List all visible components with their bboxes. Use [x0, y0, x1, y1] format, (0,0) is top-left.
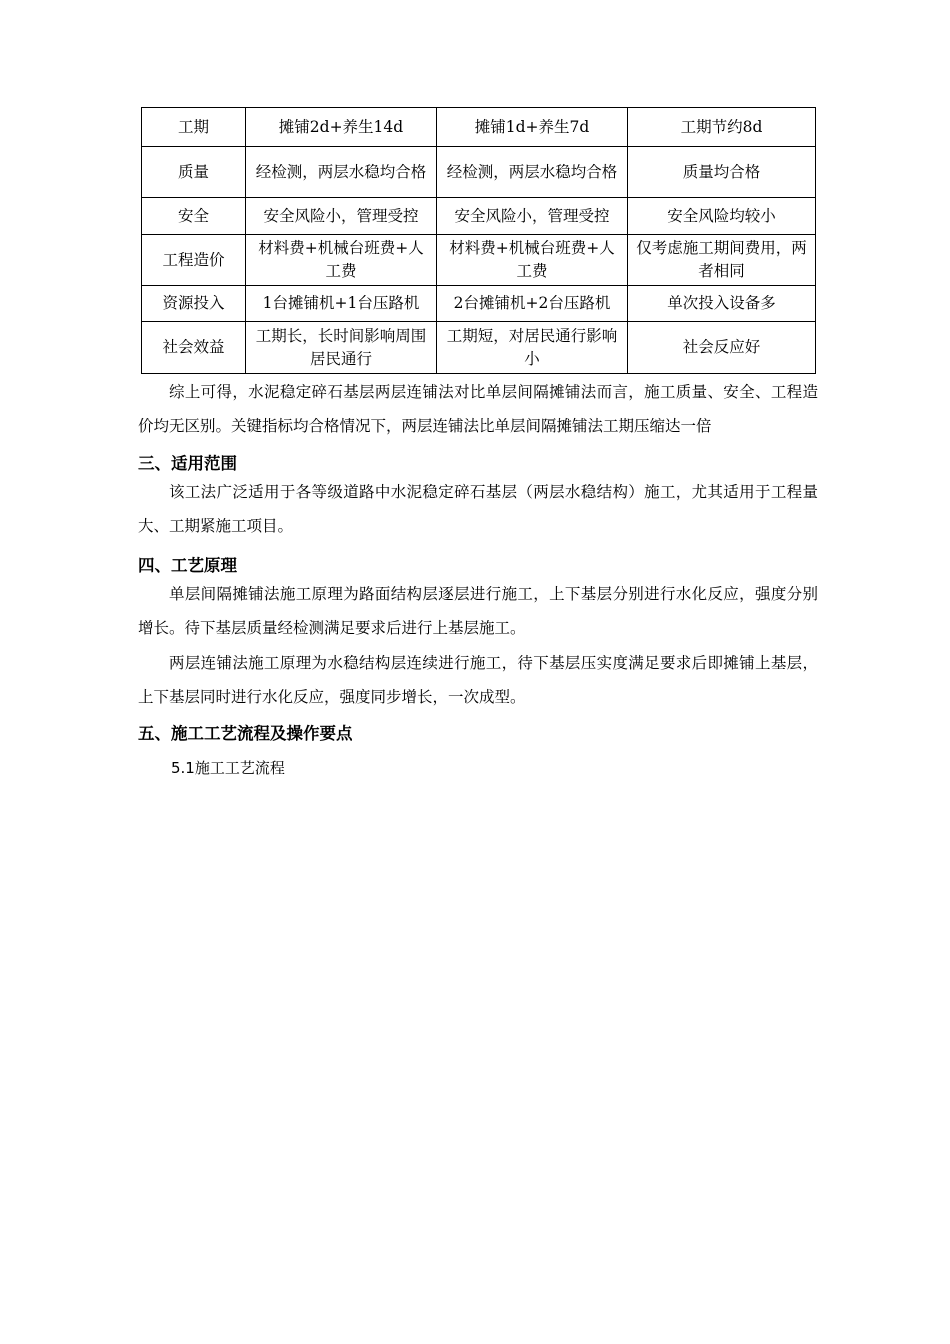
double-layer-cell: 材料费+机械台班费+人工费 — [437, 235, 628, 286]
summary-paragraph: 综上可得，水泥稳定碎石基层两层连铺法对比单层间隔摊铺法而言，施工质量、安全、工程造价均无区别。关键指标均合格情况下，两层连铺法比单层间隔摊铺法工期压缩达一倍 — [138, 383, 818, 435]
row-item-cell: 资源投入 — [142, 286, 246, 322]
row-item-cell: 质量 — [142, 147, 246, 198]
table-row — [142, 286, 816, 322]
single-layer-cell: 材料费+机械台班费+人工费 — [246, 235, 437, 286]
row-item-cell: 安全 — [142, 198, 246, 235]
comparison-cell: 单次投入设备多 — [628, 286, 816, 322]
subsection-heading: 5.1施工工艺流程 — [171, 759, 285, 777]
single-layer-cell: 1台摊铺机+1台压路机 — [246, 286, 437, 322]
body-paragraph: 单层间隔摊铺法施工原理为路面结构层逐层进行施工，上下基层分别进行水化反应，强度分别增长。待下基层质量经检测满足要求后进行上基层施工。 — [138, 585, 818, 637]
single-layer-cell: 经检测，两层水稳均合格 — [246, 147, 437, 198]
table-row — [142, 147, 816, 198]
row-item-cell: 社会效益 — [142, 322, 246, 374]
section-heading: 四、工艺原理 — [138, 556, 237, 575]
single-layer-cell: 工期长，长时间影响周围居民通行 — [246, 322, 437, 374]
single-layer-cell: 安全风险小，管理受控 — [246, 198, 437, 235]
body-paragraph: 两层连铺法施工原理为水稳结构层连续进行施工，待下基层压实度满足要求后即摊铺上基层，上下基层同时进行水化反应，强度同步增长，一次成型。 — [138, 654, 818, 706]
double-layer-cell: 摊铺1d+养生7d — [437, 108, 628, 147]
single-layer-cell: 摊铺2d+养生14d — [246, 108, 437, 147]
section-heading: 五、施工工艺流程及操作要点 — [138, 724, 353, 743]
body-paragraph: 该工法广泛适用于各等级道路中水泥稳定碎石基层（两层水稳结构）施工，尤其适用于工程量大、工期紧施工项目。 — [138, 483, 818, 535]
comparison-cell: 社会反应好 — [628, 322, 816, 374]
double-layer-cell: 安全风险小，管理受控 — [437, 198, 628, 235]
table-row — [142, 322, 816, 374]
row-item-cell: 工期 — [142, 108, 246, 147]
comparison-table — [141, 107, 816, 374]
comparison-cell: 安全风险均较小 — [628, 198, 816, 235]
comparison-cell: 质量均合格 — [628, 147, 816, 198]
row-item-cell: 工程造价 — [142, 235, 246, 286]
comparison-cell: 仅考虑施工期间费用，两者相同 — [628, 235, 816, 286]
double-layer-cell: 2台摊铺机+2台压路机 — [437, 286, 628, 322]
comparison-cell: 工期节约8d — [628, 108, 816, 147]
table-row — [142, 235, 816, 286]
double-layer-cell: 经检测，两层水稳均合格 — [437, 147, 628, 198]
table-row — [142, 198, 816, 235]
double-layer-cell: 工期短，对居民通行影响小 — [437, 322, 628, 374]
section-heading: 三、适用范围 — [138, 454, 237, 473]
table-row — [142, 108, 816, 147]
